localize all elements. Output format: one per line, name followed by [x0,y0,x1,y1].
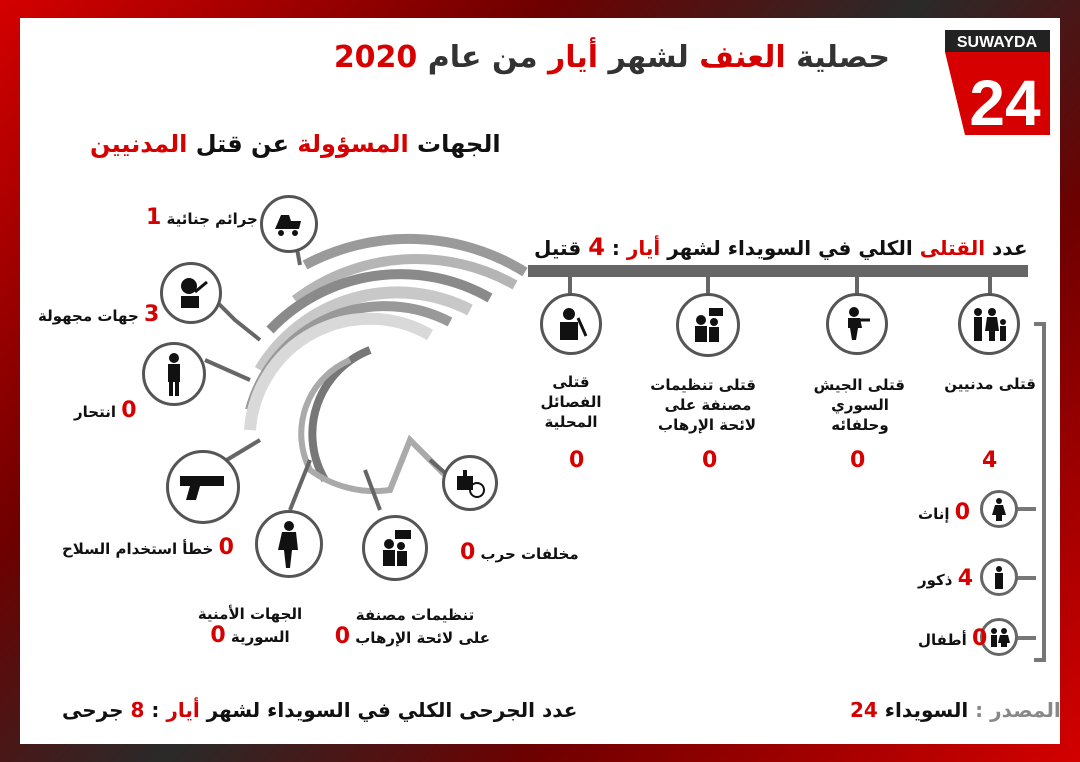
page-title: حصلية العنف لشهر أيار من عام 2020 [333,40,890,75]
total-wounded-footer: عدد الجرحى الكلي في السويداء لشهر أيار : 8 جرحى [62,698,578,722]
pistol-icon [166,450,240,524]
female-icon [980,490,1018,528]
svg-text:SUWAYDA: SUWAYDA [956,34,1038,51]
terror-groups-label: تنظيمات مصنفة على لائحة الإرهاب 0 [334,606,490,649]
terror-group-icon [676,293,740,357]
svg-text:24: 24 [969,67,1041,135]
criminal-car-icon [260,195,318,253]
criminal-crimes-label: جرائم جنائية 1 [146,205,258,230]
security-forces-label: الجهات الأمنية السورية 0 [197,605,303,648]
local-fighter-icon [540,293,602,355]
responsible-parties-heading: الجهات المسؤولة عن قتل المدنيين [90,130,501,158]
weapon-misuse-label: 0 خطأ استخدام السلاح [62,535,234,560]
source-footer: المصدر : السويداء 24 [850,698,1061,722]
masked-gunman-icon [160,262,222,324]
male-icon [980,558,1018,596]
unknown-parties-label: 3 جهات مجهولة [38,302,160,327]
killed-timeline-bar [528,265,1028,277]
females-label: 0 إناث [918,500,971,525]
civilian-breakdown-bracket [1034,322,1046,662]
army-killed-count: 0 [850,448,866,473]
suicide-label: 0 انتحار [74,398,137,423]
army-soldier-icon [826,293,888,355]
civilians-killed-count: 4 [982,448,998,473]
explosive-remnant-icon [442,455,498,511]
terrorist-flag-icon [362,515,428,581]
civilians-family-icon [958,293,1020,355]
civilians-killed-label: قتلى مدنيين [944,375,1036,393]
children-label: 0 أطفال [918,626,988,651]
males-label: 4 ذكور [918,566,974,591]
connector [1016,576,1036,580]
terror-killed-label: قتلى تنظيمات مصنفة على لائحة الإرهاب [650,376,756,434]
connector [1016,636,1036,640]
suwayda24-logo [945,30,1050,135]
army-killed-label: قتلى الجيش السوري وحلفائه [813,376,905,434]
terror-killed-count: 0 [702,448,718,473]
connector [1016,507,1036,511]
total-killed-headline: عدد القتلى الكلي في السويداء لشهر أيار : 4 قتيل [534,233,1028,261]
local-factions-killed-label: قتلى الفصائل المحلية [540,373,602,431]
local-factions-killed-count: 0 [569,448,585,473]
suicide-icon [142,342,206,406]
war-remnants-label: مخلفات حرب 0 [460,540,579,565]
soldier-icon [255,510,323,578]
